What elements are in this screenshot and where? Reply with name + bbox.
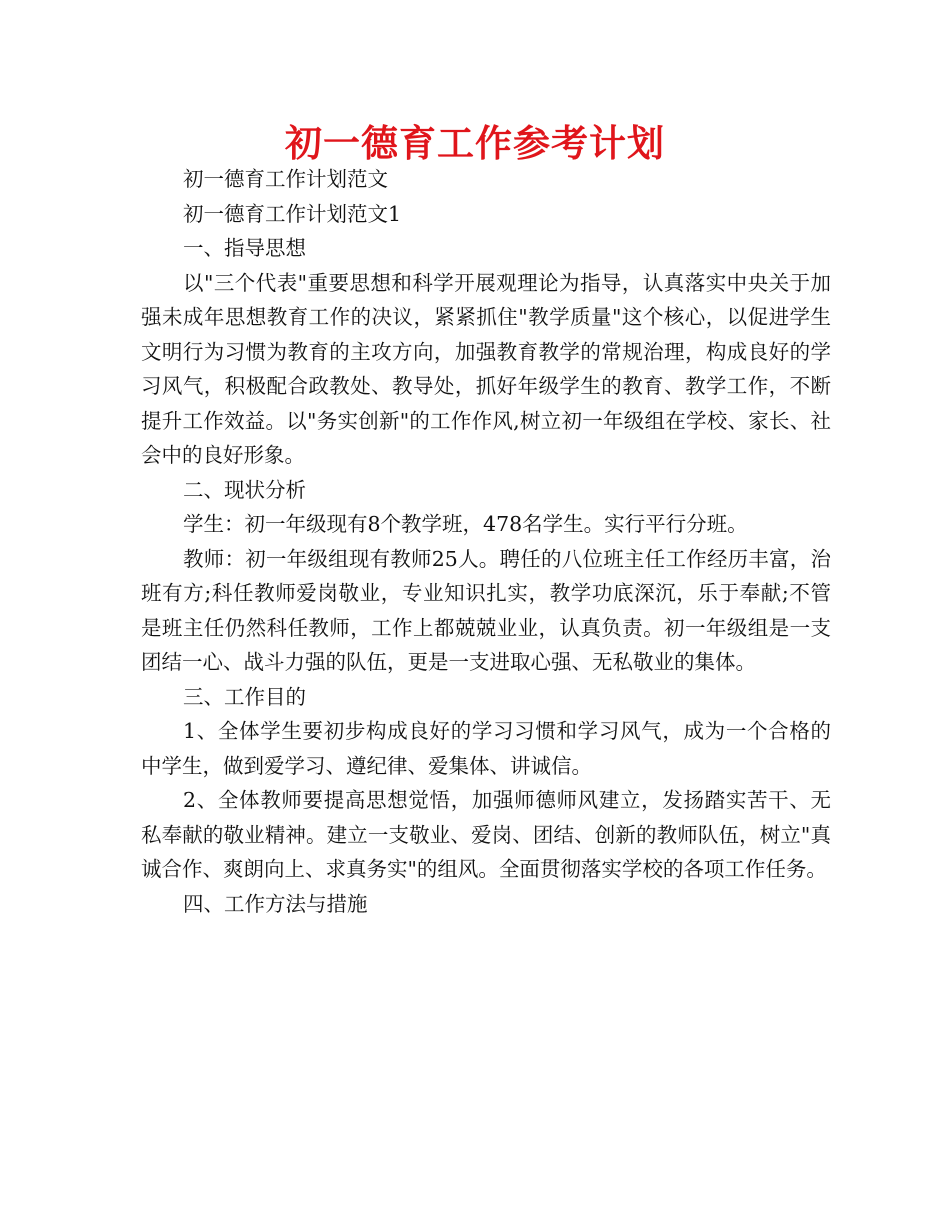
- section-heading-status-analysis: 二、现状分析: [183, 477, 306, 502]
- document-title: 初一德育工作参考计划: [285, 122, 665, 165]
- paragraph-teachers: 教师：初一年级组现有教师25人。聘任的八位班主任工作经历丰富，治班有方;科任教师爱岗敬业，专业知识扎实，教学功底深沉，乐于奉献;不管是班主任仍然科任教师，工作上都兢兢业业，认真负责。初一年级组是一支团结一心、战斗力强的队伍，更是一支进取心强、无私敬业的集体。: [141, 546, 831, 674]
- paragraph-guiding-ideology: 以"三个代表"重要思想和科学开展观理论为指导，认真落实中央关于加强未成年思想教育工作的决议，紧紧抓住"教学质量"这个核心，以促进学生文明行为习惯为教育的主攻方向，加强教育教学的常规治理，构成良好的学习风气，积极配合政教处、教导处，抓好年级学生的教育、教学工作，不断提升工作效益。以"务实创新"的工作作风,树立初一年级组在学校、家长、社会中的良好形象。: [141, 270, 831, 467]
- paragraph-heading-sample-1: 初一德育工作计划范文1: [183, 201, 402, 226]
- document-body: [141, 162, 831, 921]
- paragraph-goal-2: 2、全体教师要提高思想觉悟，加强师德师风建立，发扬踏实苦干、无私奉献的敬业精神。建立一支敬业、爱岗、团结、创新的教师队伍，树立"真诚合作、爽朗向上、求真务实"的组风。全面贯彻落实学校的各项工作任务。: [141, 788, 831, 881]
- section-heading-work-goals: 三、工作目的: [183, 684, 306, 709]
- paragraph-students: 学生：初一年级现有8个教学班，478名学生。实行平行分班。: [183, 512, 748, 536]
- paragraph-heading-sample: 初一德育工作计划范文: [183, 167, 388, 191]
- section-heading-guiding-ideology: 一、指导思想: [183, 236, 306, 260]
- paragraph-goal-1: 1、全体学生要初步构成良好的学习习惯和学习风气，成为一个合格的中学生，做到爱学习、遵纪律、爱集体、讲诚信。: [141, 719, 831, 778]
- section-heading-methods: 四、工作方法与措施: [183, 891, 368, 916]
